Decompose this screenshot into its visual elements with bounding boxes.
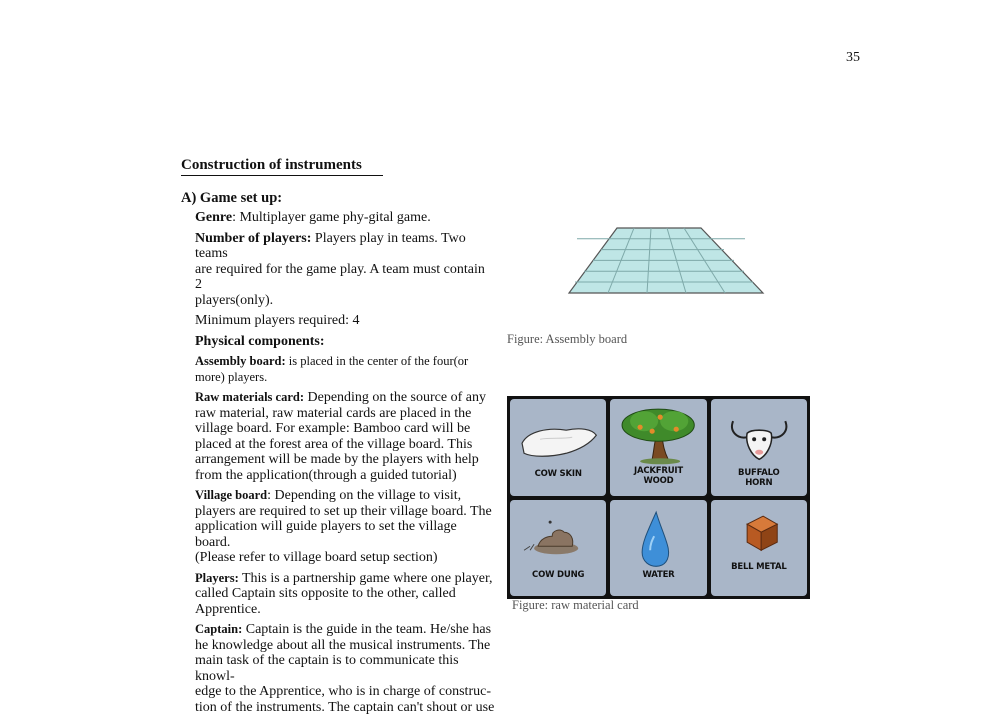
players-count-paragraph [195,231,495,309]
game-setup-heading: A) Game set up: [181,190,283,206]
text-line: application will guide players to set the village board. [195,519,457,550]
card-label-line: BELL METAL [731,561,787,572]
text-line: : Depending on the village to visit, [267,488,462,503]
card-buffalo-horn [711,399,807,496]
raw-material-card-grid [507,396,810,599]
raw-materials-paragraph [195,390,495,483]
village-board-label: Village board [195,488,268,502]
text-line: Apprentice. [195,601,261,617]
text-line: players(only). [195,292,274,308]
text-line: called Captain sits opposite to the other, called [195,586,456,601]
text-line: edge to the Apprentice, who is in charge of construc- [195,684,491,699]
page-number: 35 [846,50,860,65]
genre-text: : Multiplayer game phy-gital game. [232,210,431,225]
text-line: main task of the captain is to communicate this knowl- [195,653,459,684]
water-drop-icon [610,500,706,597]
card-label-line: WOOD [643,476,674,486]
text-line: players are required to set up their village board. The [195,503,492,519]
village-board-paragraph [195,488,495,566]
text-line: This is a partnership game where one player, [238,570,493,586]
text-line: Captain is the guide in the team. He/she has [242,622,492,637]
genre-paragraph [195,210,495,226]
players-label: Players: [195,570,239,585]
card-label-line: JACKFRUIT [634,466,683,476]
card-water [610,500,706,597]
players-paragraph [195,571,495,618]
card-label-line: COW SKIN [534,469,582,479]
card-cow-dung [510,500,606,597]
card-cow-skin [510,399,606,496]
card-label-line: BUFFALO [738,468,780,478]
card-label-line: HORN [745,478,773,488]
body-text [195,210,495,720]
text-line: placed at the forest area of the village board. This [195,436,473,452]
cow-dung-icon [510,500,606,597]
text-line: Players play in teams. Two teams [195,230,466,261]
assembly-board-label: Assembly board: [195,354,286,368]
text-line: he knowledge about all the musical instruments. The [195,637,491,653]
raw-materials-label: Raw materials card: [195,390,304,404]
captain-label: Captain: [195,622,243,636]
captain-paragraph [195,622,495,715]
text-line: is placed in the center of the four(or [285,354,469,368]
card-label-line: COW DUNG [532,569,585,580]
players-count-label: Number of players: [195,230,312,246]
assembly-board-paragraph [195,354,495,385]
text-line: village board. For example: Bamboo card will be [195,421,471,436]
text-line: Depending on the source of any [304,390,486,405]
card-jackfruit-wood [610,399,706,496]
metal-cube-icon [711,500,807,597]
cow-skin-icon [510,399,606,496]
assembly-board-figure [565,225,765,297]
text-line: arrangement will be made by the players with help [195,452,479,467]
card-bell-metal [711,500,807,597]
card-label-line: WATER [642,569,675,580]
text-line: (Please refer to village board setup section) [195,550,438,565]
assembly-board-caption: Figure: Assembly board [507,332,628,346]
text-line: more) players. [195,369,268,384]
text-line: tion of the instruments. The captain can't shout or use [195,699,495,715]
raw-material-caption: Figure: raw material card [512,598,639,612]
physical-components-heading: Physical components: [195,333,325,349]
min-players-paragraph: Minimum players required: 4 [195,313,360,328]
text-line: from the application(through a guided tutorial) [195,467,457,483]
section-heading: Construction of instruments [181,157,383,176]
genre-label: Genre [195,210,233,225]
text-line: are required for the game play. A team must contain 2 [195,261,485,292]
text-line: raw material, raw material cards are placed in the [195,405,472,421]
